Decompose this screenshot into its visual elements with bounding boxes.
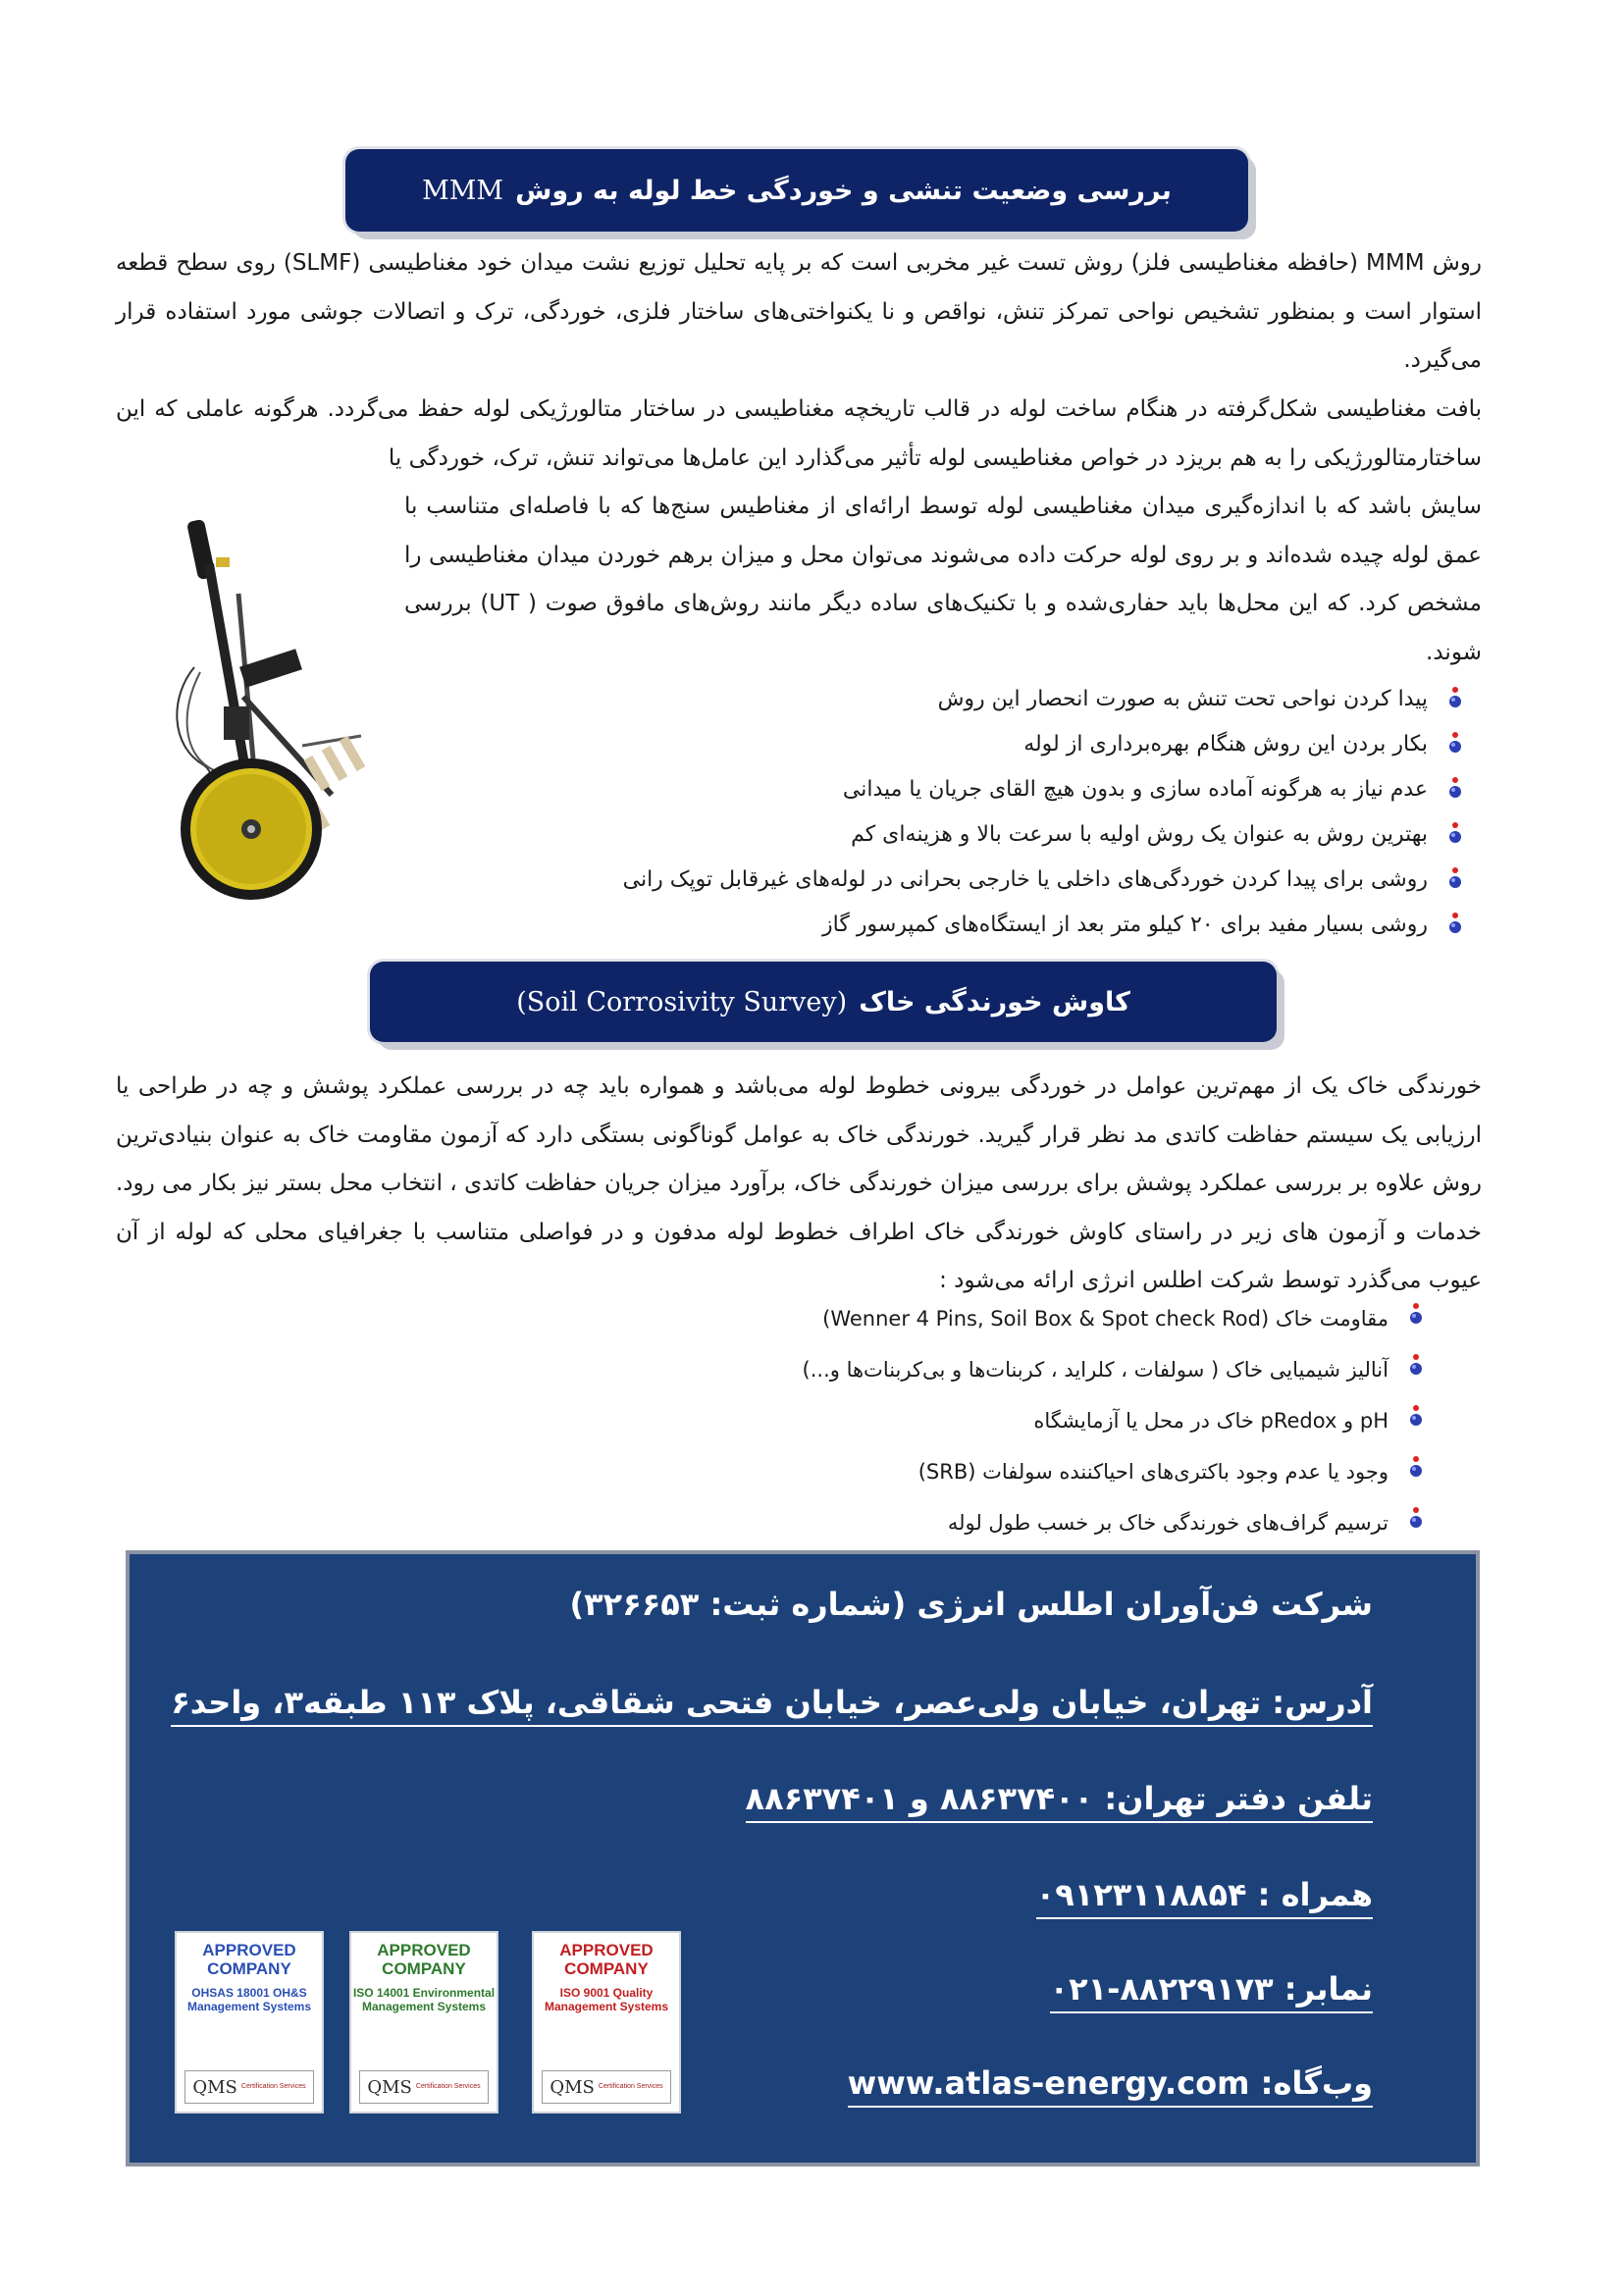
mmm-measuring-wheel-image	[165, 500, 400, 922]
bullet-icon	[1447, 912, 1463, 937]
mmm-benefits-list	[486, 677, 1467, 948]
bullet-icon	[1447, 821, 1463, 847]
certificate-iso-9001: APPROVED COMPANY ISO 9001 Quality Management Systems QMS Certification Services	[532, 1931, 681, 2113]
list-item: بکار بردن این روش هنگام بهره‌برداری از لوله	[486, 722, 1467, 767]
bullet-icon	[1447, 776, 1463, 802]
list-item: روشی بسیار مفید برای ۲۰ کیلو متر بعد از ایستگاه‌های کمپرسور گاز	[486, 903, 1467, 948]
bullet-icon	[1447, 686, 1463, 711]
mobile-number: همراه : ۰۹۱۲۳۱۱۸۸۵۴	[1036, 1876, 1373, 1919]
list-item: پیدا کردن نواحی تحت تنش به صورت انحصار این روش	[486, 677, 1467, 722]
section-header-mmm	[345, 149, 1248, 232]
certificate-ohsas-18001: APPROVED COMPANY OHSAS 18001 OH&S Management Systems QMS Certification Services	[175, 1931, 324, 2113]
list-item: روشی برای پیدا کردن خوردگی‌های داخلی یا خارجی بحرانی در لوله‌های غیرقابل توپک رانی	[486, 858, 1467, 903]
qms-logo: QMS Certification Services	[359, 2070, 489, 2104]
section-title-latin: (Soil Corrosivity Survey)	[516, 986, 848, 1018]
bullet-icon	[1408, 1455, 1424, 1481]
company-contact-footer	[126, 1550, 1480, 2166]
list-item: pH و pRedox خاک در محل یا آزمایشگاه	[446, 1395, 1428, 1446]
list-item: آنالیز شیمیایی خاک ( سولفات ، کلراید ، کربنات‌ها و بی‌کربنات‌ها و...)	[446, 1344, 1428, 1395]
list-item: بهترین روش به عنوان یک روش اولیه با سرعت بالا و هزینه‌ای کم	[486, 812, 1467, 858]
bullet-icon	[1408, 1404, 1424, 1430]
website-link[interactable]: وب‌گاه: www.atlas-energy.com	[848, 2064, 1373, 2108]
company-name: شرکت فن‌آوران اطلس انرژی (شماره ثبت: ۳۲۶۶۵۳)	[569, 1586, 1373, 1623]
mmm-paragraph-2-continued: سایش باشد که با اندازه‌گیری میدان مغناطیسی لوله توسط ارائه‌ای از مغناطیس سنج‌ها که با فاصله‌ای متناسب با عمق لوله چیده شده‌اند و بر روی لوله حرکت داده می‌شوند می‌توان محل و میزان برهم خوردن میدان مغناطیسی را مشخص کرد. که این محل‌ها باید حفاری‌شده و با تکنیک‌های ساده دیگر مانند روش‌های مافوق صوت ( UT) بررسی شوند.	[404, 494, 1482, 665]
soil-tests-list	[446, 1293, 1428, 1548]
bullet-icon	[1447, 731, 1463, 757]
section-title: کاوش خورندگی خاک	[859, 986, 1130, 1018]
fax-number: نمابر: ۸۸۲۲۹۱۷۳-۰۲۱	[1050, 1970, 1373, 2013]
list-item: ترسیم گراف‌های خورندگی خاک بر خسب طول لوله	[446, 1497, 1428, 1548]
bullet-icon	[1408, 1302, 1424, 1328]
office-phone: تلفن دفتر تهران: ۸۸۶۳۷۴۰۰ و ۸۸۶۳۷۴۰۱	[746, 1780, 1373, 1823]
company-address: آدرس: تهران، خیابان ولی‌عصر، خیابان فتحی شقاقی، پلاک ۱۱۳ طبقه۳، واحد۶	[171, 1684, 1373, 1727]
soil-corrosivity-paragraph: خورندگی خاک یک از مهم‌ترین عوامل در خوردگی بیرونی خطوط لوله می‌باشد و همواره باید چه در بررسی عملکرد پوشش و چه در طراحی یا ارزیابی یک سیستم حفاظت کاتدی مد نظر قرار گیرید. خورندگی خاک به عوامل گوناگونی بستگی دارد که آزمون مقاومت خاک به عنوان بنیادی‌ترین روش علاوه بر بررسی عملکرد پوشش برای بررسی میزان خورندگی خاک، برآورد میزان جریان حفاظت کاتدی ، انتخاب محل بستر نیز بکار می رود. خدمات و آزمون های زیر در راستای کاوش خورندگی خاک اطراف خطوط لوله مدفون و در فواصلی متناسب با جغرافیای محلی که لوله از آن عیوب می‌گذرد توسط شرکت اطلس انرژی ارائه می‌شود :	[116, 1073, 1482, 1293]
list-item: مقاومت خاک (Wenner 4 Pins, Soil Box & Spot check Rod)	[446, 1293, 1428, 1344]
certificate-iso-14001: APPROVED COMPANY ISO 14001 Environmental Management Systems QMS Certification Services	[349, 1931, 498, 2113]
bullet-icon	[1447, 866, 1463, 892]
section-title-latin: MMM	[422, 175, 504, 206]
bullet-icon	[1408, 1506, 1424, 1532]
list-item: عدم نیاز به هرگونه آماده سازی و بدون هیچ القای جریان یا میدانی	[486, 767, 1467, 812]
list-item: وجود یا عدم وجود باکتری‌های احیاکننده سولفات (SRB)	[446, 1446, 1428, 1497]
mmm-intro-paragraph: روش MMM (حافظه مغناطیسی فلز) روش تست غیر مخربی است که بر پایه تحلیل توزیع نشت میدان خود مغناطیسی (SLMF) روی سطح قطعه استوار است و بمنظور تشخیص نواحی تمرکز تنش، نواقص و نا یکنواختی‌های ساختار فلزی، خوردگی، ترک و اتصالات جوشی مورد استفاده قرار می‌گیرد.	[116, 250, 1483, 373]
mmm-paragraph-2: بافت مغناطیسی شکل‌گرفته در هنگام ساخت لوله در قالب تاریخچه مغناطیسی در ساختار متالورژیکی لوله حفظ می‌گردد. هرگونه عاملی که این ساختارمتالورژیکی را به هم بریزد در خواص مغناطیسی لوله تأثیر می‌گذارد این عامل‌ها می‌تواند تنش، ترک، خوردگی یا	[116, 396, 1482, 471]
bullet-icon	[1408, 1353, 1424, 1379]
section-title: بررسی وضعیت تنشی و خوردگی خط لوله به روش	[515, 175, 1172, 206]
qms-logo: QMS Certification Services	[542, 2070, 671, 2104]
qms-logo: QMS Certification Services	[184, 2070, 314, 2104]
section-header-soil	[370, 962, 1277, 1042]
